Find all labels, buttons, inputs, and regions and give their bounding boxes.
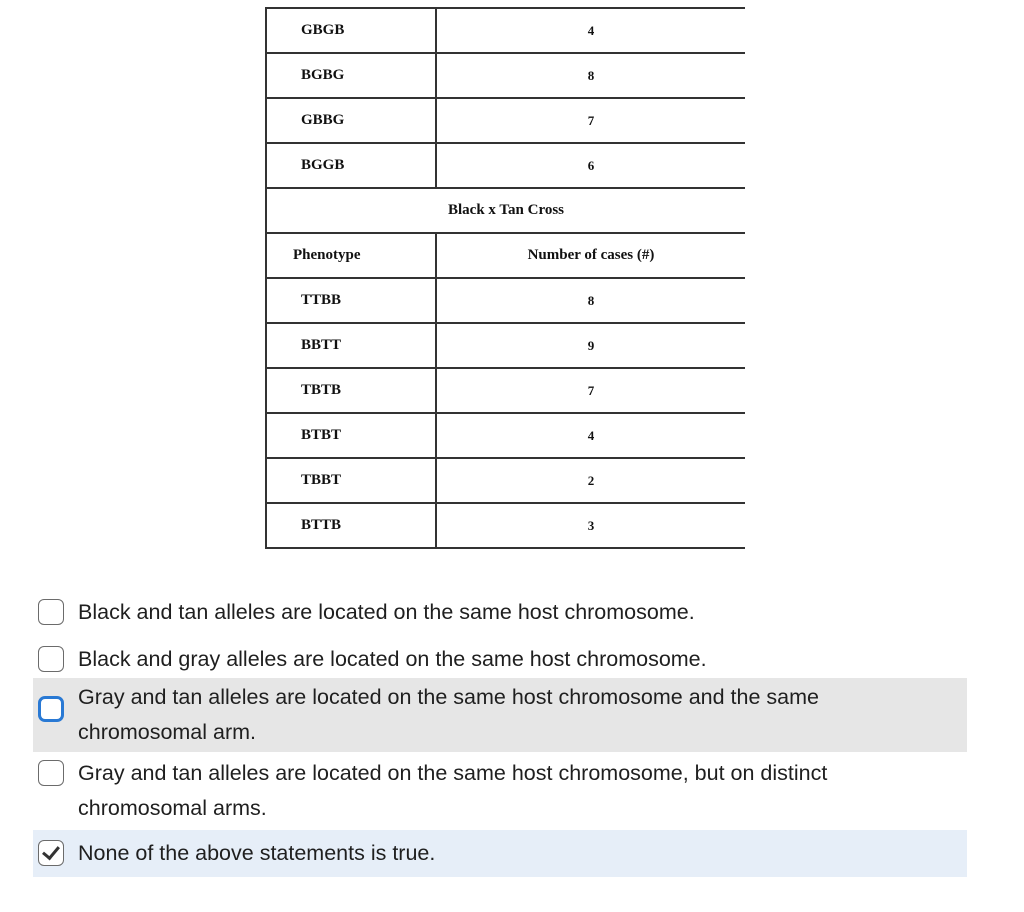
- table-row: [266, 53, 745, 98]
- table-row: [266, 98, 745, 143]
- check-icon: [42, 842, 60, 861]
- table-cell-code: TBTB: [266, 368, 436, 413]
- answer-options: [33, 586, 967, 877]
- answer-option-label: None of the above statements is true.: [78, 841, 436, 865]
- table-cell-code: BBTT: [266, 323, 436, 368]
- checkbox-checked[interactable]: [38, 840, 64, 866]
- table-cell-code: BTTB: [266, 503, 436, 548]
- answer-option[interactable]: [33, 752, 967, 830]
- table-row: [266, 323, 745, 368]
- table-cell-value: 4: [436, 8, 745, 53]
- answer-option[interactable]: [33, 830, 967, 877]
- table-cell-value: 8: [436, 53, 745, 98]
- genotype-table: [265, 7, 745, 549]
- section-title: Black x Tan Cross: [266, 188, 745, 233]
- checkbox[interactable]: [38, 599, 64, 625]
- table-cell-value: 8: [436, 278, 745, 323]
- table-section-row: [266, 188, 745, 233]
- answer-option[interactable]: [33, 586, 967, 639]
- table-cell-code: BGGB: [266, 143, 436, 188]
- answer-option-label: Black and tan alleles are located on the same host chromosome.: [78, 600, 695, 624]
- table-row: [266, 503, 745, 548]
- answer-option-label: Gray and tan alleles are located on the same host chromosome, but on distinct chromosomal arms.: [78, 761, 828, 820]
- table-cell-code: BGBG: [266, 53, 436, 98]
- table-row: [266, 458, 745, 503]
- answer-option[interactable]: [33, 678, 967, 752]
- table-row: [266, 8, 745, 53]
- checkbox[interactable]: [38, 760, 64, 786]
- table-cell-value: 7: [436, 368, 745, 413]
- checkbox[interactable]: [38, 696, 64, 722]
- table-cell-value: 9: [436, 323, 745, 368]
- table-cell-value: 4: [436, 413, 745, 458]
- table-cell-code: TTBB: [266, 278, 436, 323]
- header-phenotype: Phenotype: [266, 233, 436, 278]
- table-header-row: [266, 233, 745, 278]
- table-cell-value: 7: [436, 98, 745, 143]
- table-cell-code: BTBT: [266, 413, 436, 458]
- table-cell-value: 3: [436, 503, 745, 548]
- table-cell-value: 6: [436, 143, 745, 188]
- checkbox[interactable]: [38, 646, 64, 672]
- table-cell-code: GBGB: [266, 8, 436, 53]
- table-cell-code: TBBT: [266, 458, 436, 503]
- table-cell-value: 2: [436, 458, 745, 503]
- header-number-of-cases: Number of cases (#): [436, 233, 745, 278]
- table-cell-code: GBBG: [266, 98, 436, 143]
- answer-option-label: Gray and tan alleles are located on the same host chromosome and the same chromosomal arm.: [78, 685, 819, 744]
- table-row: [266, 413, 745, 458]
- table-row: [266, 143, 745, 188]
- answer-option-label: Black and gray alleles are located on the same host chromosome.: [78, 647, 707, 671]
- table-row: [266, 368, 745, 413]
- table-row: [266, 278, 745, 323]
